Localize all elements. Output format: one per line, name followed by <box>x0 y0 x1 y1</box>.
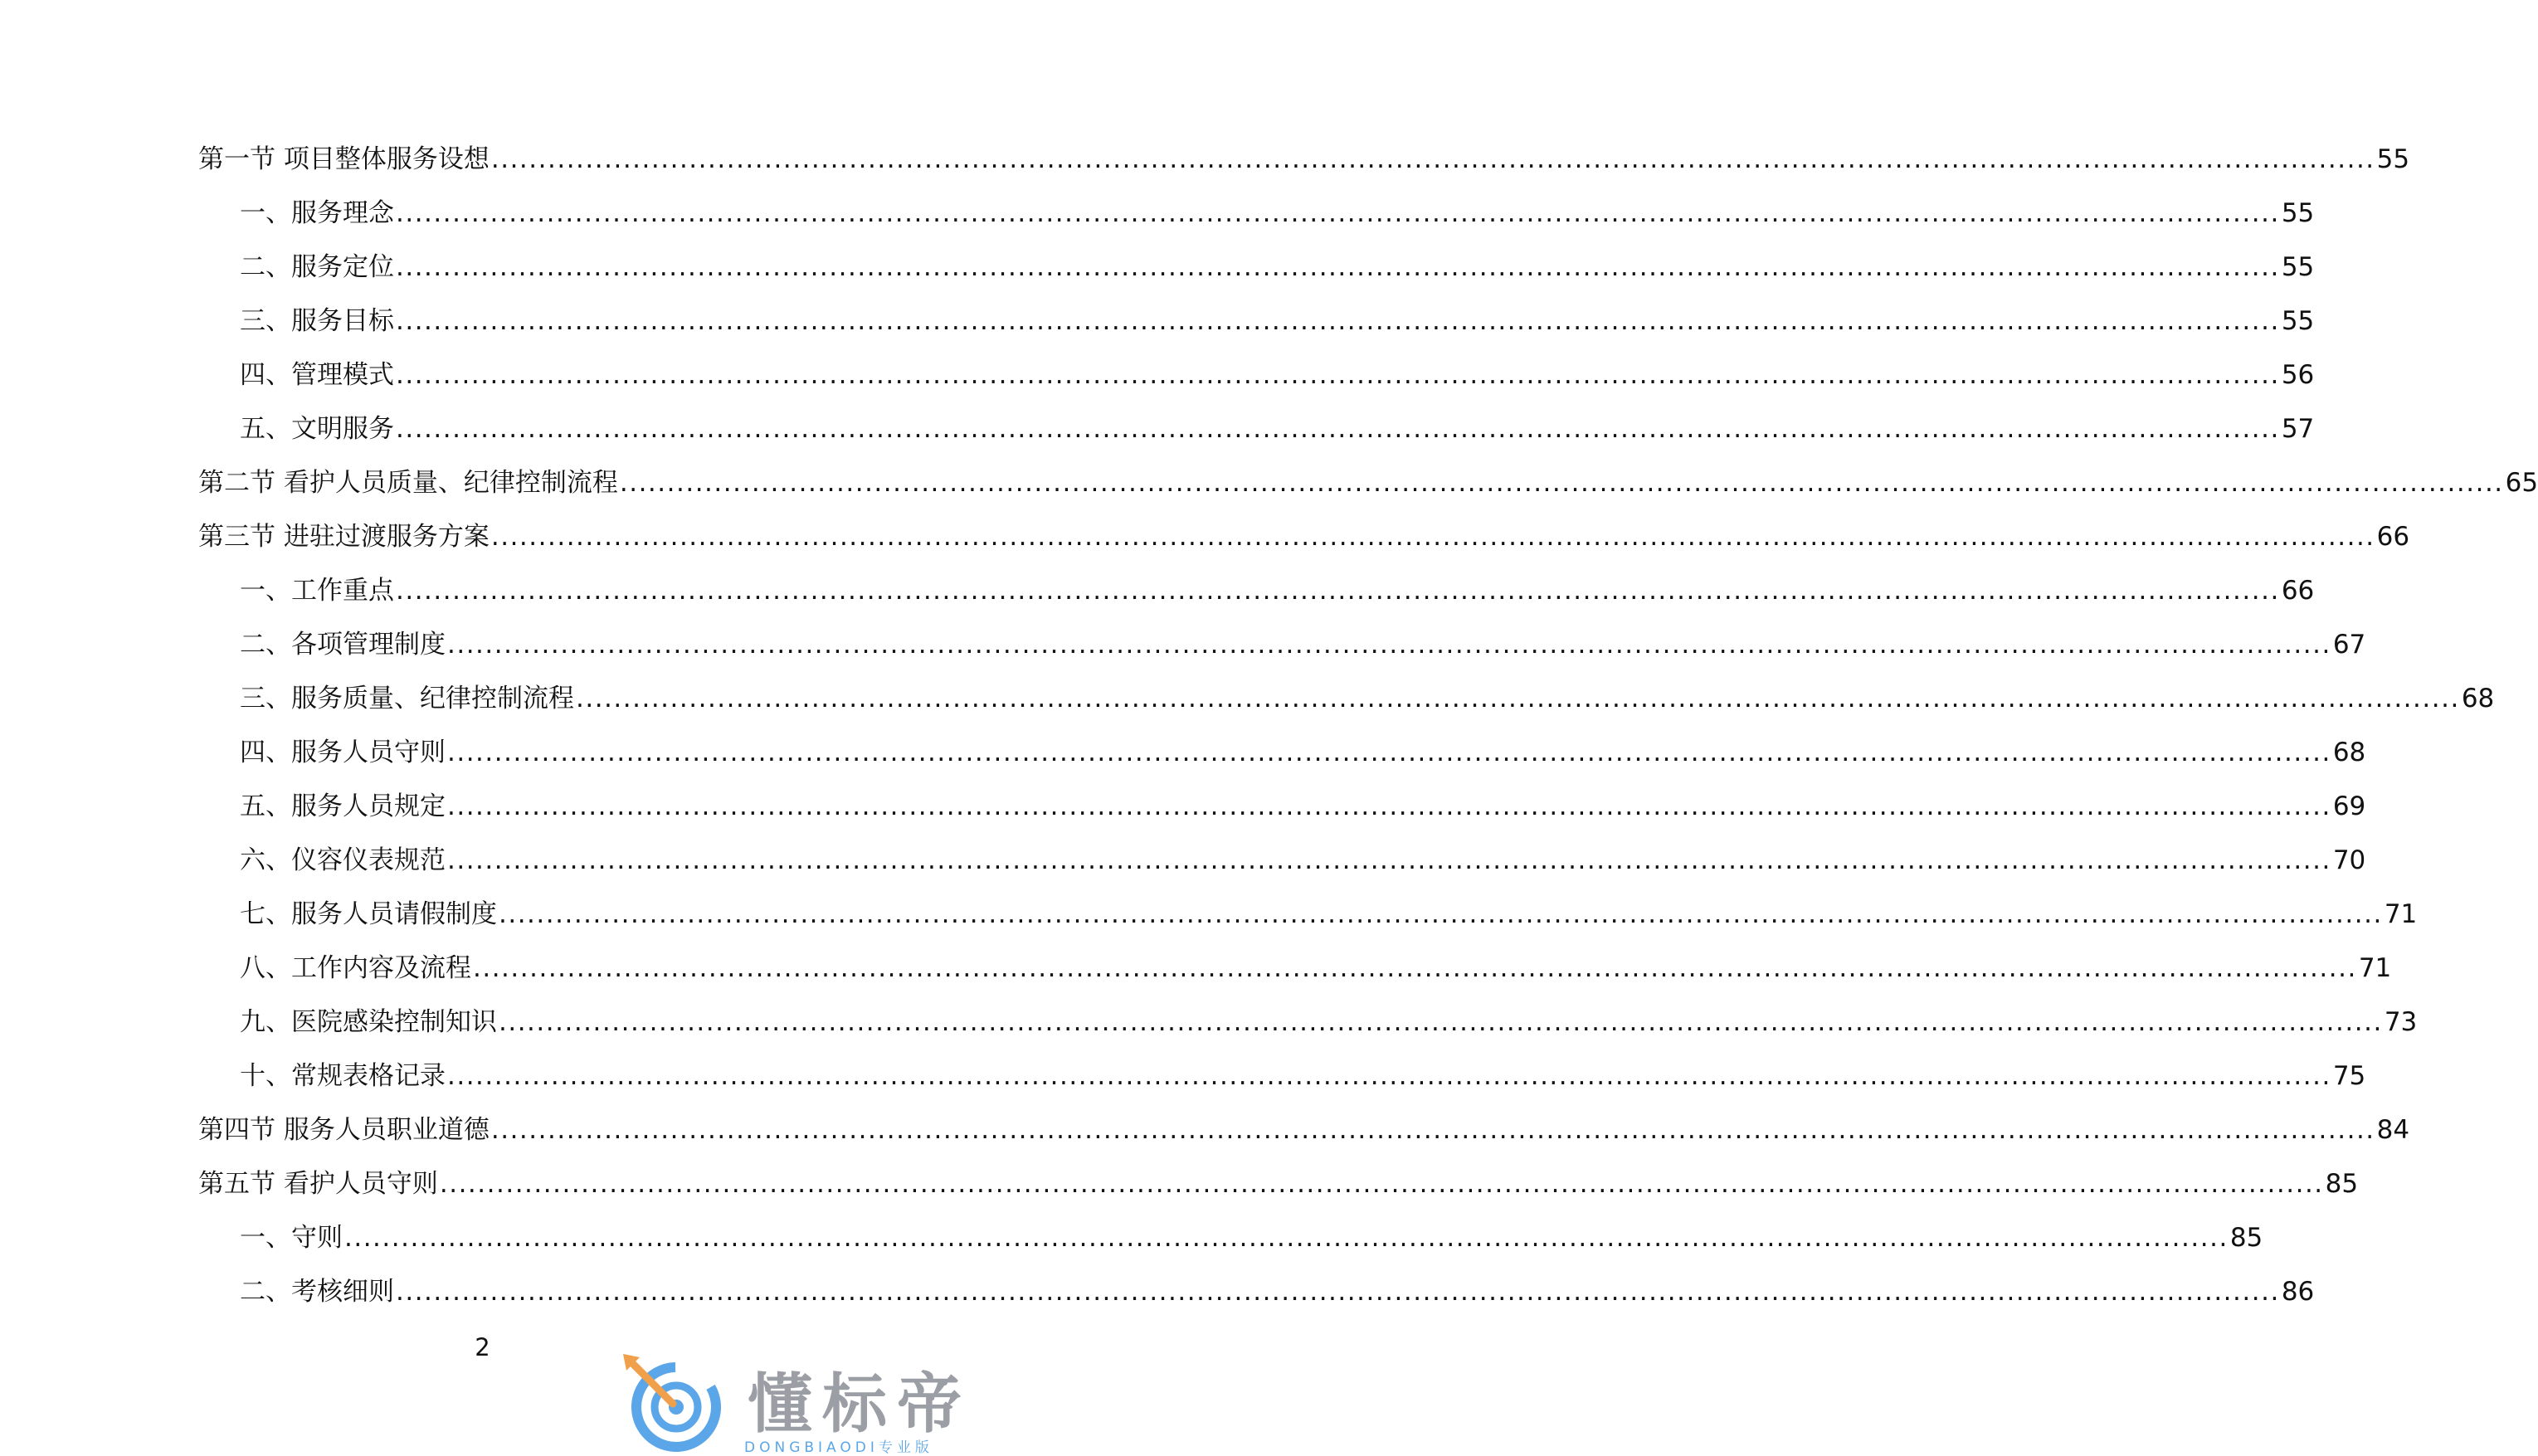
toc-entry-label: 第二节 看护人员质量、纪律控制流程 <box>198 468 618 498</box>
toc-entry[interactable] <box>198 510 2410 564</box>
watermark-subtitle: DONGBIAODI专业版 <box>744 1439 933 1456</box>
toc-entry[interactable] <box>198 1103 2410 1157</box>
toc-entry-label: 第三节 进驻过渡服务方案 <box>198 522 490 552</box>
toc-leader-dots: ........................................................................................................................................................................................................ <box>447 1061 2331 1091</box>
toc-leader-dots: ........................................................................................................................................................................................................ <box>344 1223 2229 1253</box>
toc-entry-page: 55 <box>2376 144 2410 174</box>
page-number: 2 <box>475 1333 490 1361</box>
toc-entry-page: 75 <box>2332 1061 2366 1091</box>
toc-leader-dots: ........................................................................................................................................................................................................ <box>447 791 2331 821</box>
toc-entry-page: 69 <box>2332 791 2366 821</box>
toc-entry-page: 71 <box>2358 953 2392 983</box>
watermark-brand-text: 懂标帝 <box>748 1367 972 1442</box>
toc-entry-label: 四、管理模式 <box>240 360 394 390</box>
toc-leader-dots: ........................................................................................................................................................................................................ <box>396 306 2280 336</box>
toc-entry[interactable] <box>198 1049 2366 1103</box>
toc-leader-dots: ........................................................................................................................................................................................................ <box>439 1169 2324 1199</box>
toc-leader-dots: ........................................................................................................................................................................................................ <box>396 198 2280 228</box>
toc-leader-dots: ........................................................................................................................................................................................................ <box>490 522 2375 552</box>
toc-entry-label: 二、考核细则 <box>240 1277 394 1307</box>
toc-entry-page: 73 <box>2384 1007 2418 1037</box>
toc-leader-dots: ........................................................................................................................................................................................................ <box>499 1007 2383 1037</box>
toc-entry[interactable] <box>198 942 2392 996</box>
toc-entry[interactable] <box>198 295 2315 348</box>
toc-entry-page: 55 <box>2281 198 2315 228</box>
table-of-contents <box>198 133 2538 1319</box>
toc-entry-page: 66 <box>2281 576 2315 606</box>
toc-entry-page: 56 <box>2281 360 2315 390</box>
toc-entry-page: 55 <box>2281 252 2315 282</box>
toc-entry[interactable] <box>198 564 2315 618</box>
toc-entry-label: 二、服务定位 <box>240 252 394 282</box>
toc-entry-label: 第五节 看护人员守则 <box>198 1169 438 1199</box>
toc-entry[interactable] <box>198 618 2366 672</box>
toc-leader-dots: ........................................................................................................................................................................................................ <box>396 1277 2280 1307</box>
toc-entry-label: 五、服务人员规定 <box>240 791 446 821</box>
toc-entry-label: 二、各项管理制度 <box>240 630 446 660</box>
toc-entry-label: 九、医院感染控制知识 <box>240 1007 497 1037</box>
target-arrow-icon <box>618 1351 726 1455</box>
toc-entry-page: 71 <box>2384 899 2418 929</box>
toc-entry-page: 85 <box>2325 1169 2359 1199</box>
toc-leader-dots: ........................................................................................................................................................................................................ <box>396 414 2280 444</box>
toc-entry-page: 66 <box>2376 522 2410 552</box>
toc-entry[interactable] <box>198 1211 2263 1265</box>
toc-entry[interactable] <box>198 780 2366 834</box>
toc-entry-page: 55 <box>2281 306 2315 336</box>
toc-entry-page: 68 <box>2461 684 2495 713</box>
toc-entry-page: 57 <box>2281 414 2315 444</box>
toc-entry[interactable] <box>198 456 2538 510</box>
toc-entry-label: 一、守则 <box>240 1223 343 1253</box>
toc-entry[interactable] <box>198 888 2418 942</box>
toc-entry-label: 一、服务理念 <box>240 198 394 228</box>
toc-entry-label: 一、工作重点 <box>240 576 394 606</box>
toc-entry-label: 五、文明服务 <box>240 414 394 444</box>
toc-entry[interactable] <box>198 726 2366 780</box>
toc-leader-dots: ........................................................................................................................................................................................................ <box>619 468 2504 498</box>
toc-leader-dots: ........................................................................................................................................................................................................ <box>396 576 2280 606</box>
toc-entry[interactable] <box>198 187 2315 241</box>
toc-entry[interactable] <box>198 834 2366 888</box>
toc-entry-page: 65 <box>2505 468 2538 498</box>
toc-entry-page: 67 <box>2332 630 2366 660</box>
toc-entry-page: 68 <box>2332 738 2366 767</box>
toc-leader-dots: ........................................................................................................................................................................................................ <box>576 684 2460 713</box>
toc-entry[interactable] <box>198 1265 2315 1319</box>
toc-entry[interactable] <box>198 402 2315 456</box>
toc-entry-label: 七、服务人员请假制度 <box>240 899 497 929</box>
toc-leader-dots: ........................................................................................................................................................................................................ <box>499 899 2383 929</box>
toc-entry-label: 四、服务人员守则 <box>240 738 446 767</box>
toc-leader-dots: ........................................................................................................................................................................................................ <box>396 360 2280 390</box>
toc-entry-page: 84 <box>2376 1115 2410 1145</box>
toc-entry[interactable] <box>198 133 2410 187</box>
toc-leader-dots: ........................................................................................................................................................................................................ <box>396 252 2280 282</box>
toc-entry-page: 86 <box>2281 1277 2315 1307</box>
watermark-logo <box>618 1351 1016 1455</box>
toc-entry-label: 三、服务目标 <box>240 306 394 336</box>
toc-entry[interactable] <box>198 348 2315 402</box>
toc-entry-label: 第一节 项目整体服务设想 <box>198 144 490 174</box>
toc-leader-dots: ........................................................................................................................................................................................................ <box>447 630 2331 660</box>
toc-entry-page: 70 <box>2332 845 2366 875</box>
toc-entry[interactable] <box>198 996 2418 1049</box>
toc-entry-page: 85 <box>2229 1223 2263 1253</box>
toc-entry[interactable] <box>198 241 2315 295</box>
toc-leader-dots: ........................................................................................................................................................................................................ <box>490 1115 2375 1145</box>
toc-entry[interactable] <box>198 1157 2359 1211</box>
toc-entry-label: 三、服务质量、纪律控制流程 <box>240 684 574 713</box>
toc-leader-dots: ........................................................................................................................................................................................................ <box>490 144 2375 174</box>
toc-entry-label: 第四节 服务人员职业道德 <box>198 1115 490 1145</box>
toc-entry-label: 十、常规表格记录 <box>240 1061 446 1091</box>
toc-leader-dots: ........................................................................................................................................................................................................ <box>473 953 2357 983</box>
toc-entry[interactable] <box>198 672 2495 726</box>
toc-entry-label: 八、工作内容及流程 <box>240 953 471 983</box>
toc-leader-dots: ........................................................................................................................................................................................................ <box>447 738 2331 767</box>
toc-entry-label: 六、仪容仪表规范 <box>240 845 446 875</box>
toc-leader-dots: ........................................................................................................................................................................................................ <box>447 845 2331 875</box>
